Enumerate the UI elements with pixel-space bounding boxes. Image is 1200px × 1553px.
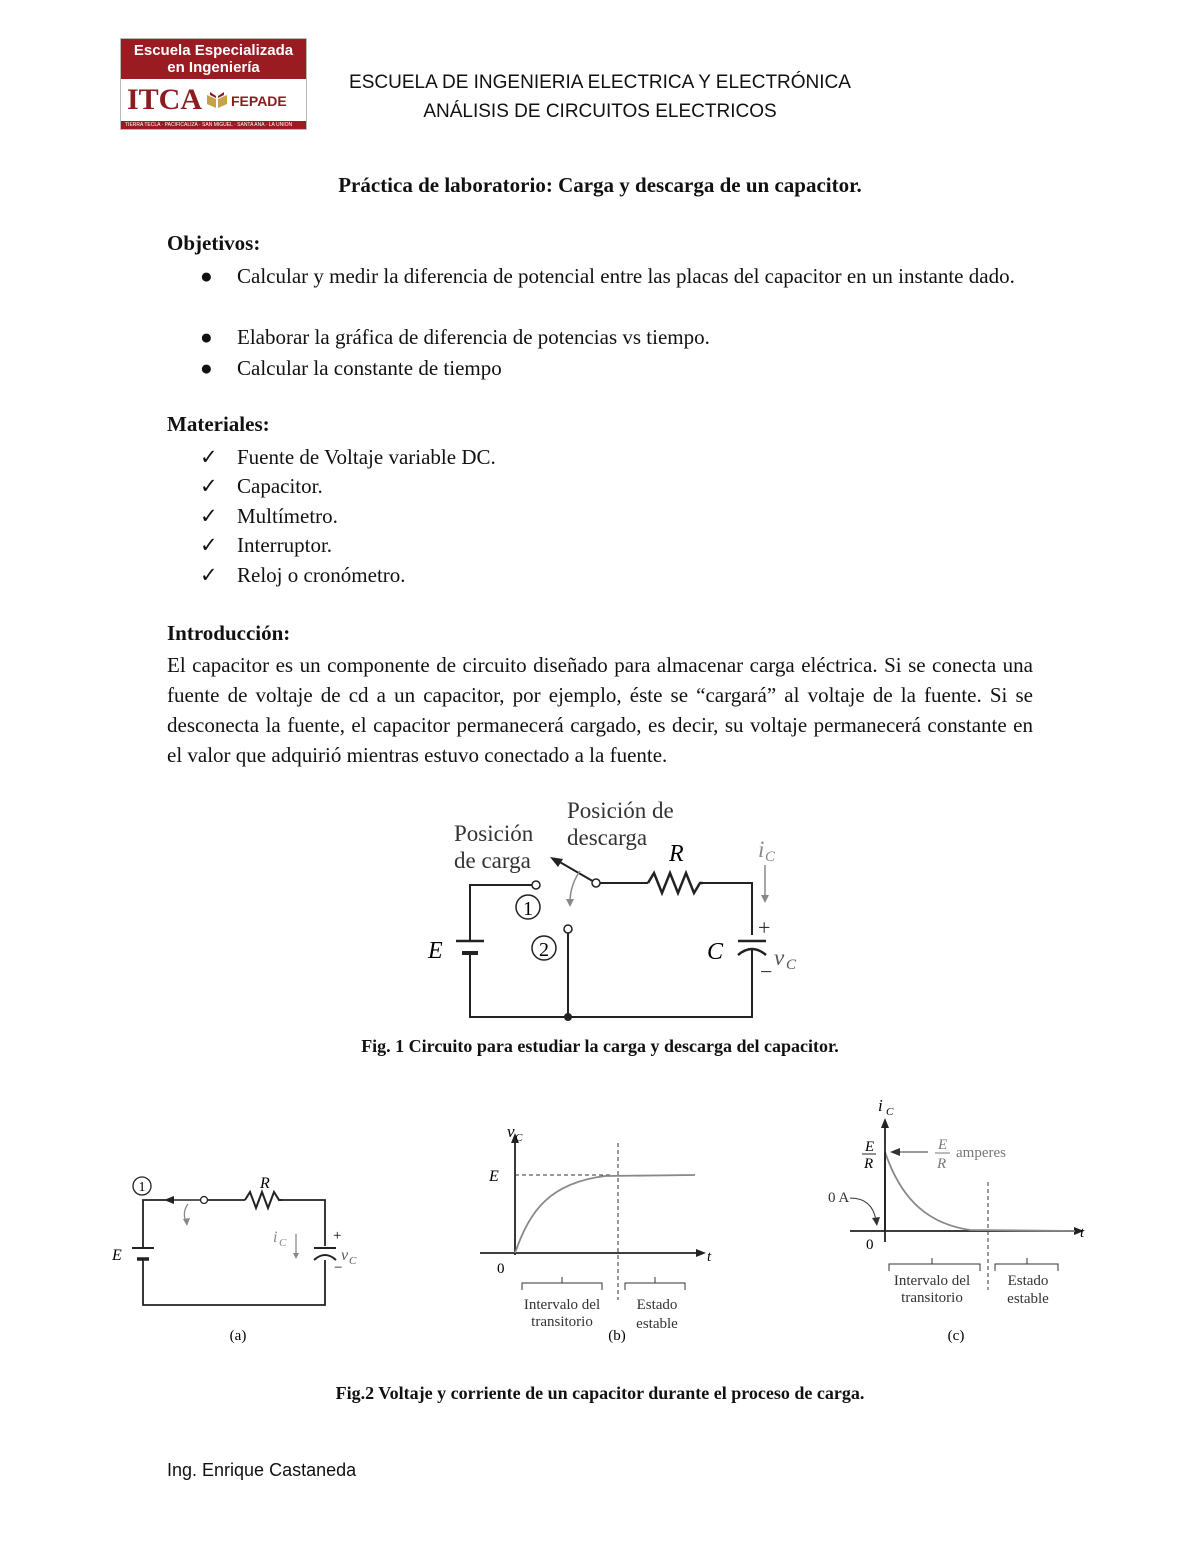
- objective-item: [200, 353, 1040, 383]
- fig2b-steady-2: estable: [636, 1316, 678, 1332]
- switch-pivot: [592, 879, 600, 887]
- fig1-circuit: [420, 795, 820, 1027]
- footer-author: Ing. Enrique Castaneda: [167, 1460, 357, 1480]
- plus-sign: +: [758, 915, 771, 940]
- minus-sign: −: [760, 959, 773, 984]
- material-item: [200, 471, 1040, 501]
- logo-line1: Escuela Especializada: [133, 42, 294, 59]
- material-text: Reloj o cronómetro.: [237, 563, 406, 587]
- current-label: i: [758, 837, 765, 862]
- fig2a-label: (a): [229, 1328, 247, 1344]
- discharge-label-2: descarga: [567, 825, 648, 850]
- fig2b-E-label: E: [489, 1168, 499, 1185]
- fig2c-E: E: [865, 1139, 875, 1155]
- voltage-sub: C: [786, 957, 797, 973]
- resistor-label: R: [669, 841, 684, 867]
- header-school: ESCUELA DE INGENIERIA ELECTRICA Y ELECTRÓNICA: [349, 72, 851, 93]
- fig2b-transient-2: transitorio: [531, 1314, 593, 1330]
- objective-item: [200, 322, 1040, 352]
- page-title: Práctica de laboratorio: Carga y descarga de un capacitor.: [338, 173, 862, 197]
- bullet-icon: ●: [200, 264, 213, 288]
- fig2c-current-chart: [820, 1092, 1100, 1352]
- fig2c-yaxis-sub: C: [886, 1106, 894, 1118]
- charge-label-1: Posición: [454, 821, 534, 846]
- fig2a-voltage-sub: C: [349, 1255, 357, 1267]
- fig2a-current-sub: C: [279, 1237, 287, 1249]
- voltage-curve: [515, 1175, 695, 1253]
- fig2c-transient-1: Intervalo del: [893, 1273, 971, 1289]
- objective-text: Calcular la constante de tiempo: [237, 356, 502, 380]
- bullet-icon: ●: [200, 325, 213, 349]
- capacitor-label: C: [707, 939, 724, 965]
- intro-paragraph: El capacitor es un componente de circuito diseñado para almacenar carga eléctrica. Si se conecta una fuente de voltaje de cd a un capacitor, por ejemplo, éste se “cargará” al voltaje de la fuente. Si se desconecta la fuente, el capacitor permanecerá cargado, es decir, su voltaje permanecerá constante en el valor que adquirió mientras estuvo conectado a la fuente.: [167, 653, 1033, 767]
- logo-line2: en Ingeniería: [167, 59, 260, 76]
- material-text: Capacitor.: [237, 474, 323, 498]
- checkmark-icon: ✓: [200, 474, 218, 498]
- fig2a-circuit: [100, 1160, 380, 1350]
- fig2c-t-label: t: [1080, 1225, 1085, 1241]
- checkmark-icon: ✓: [200, 533, 218, 557]
- fig2c-amperes: amperes: [956, 1145, 1006, 1161]
- bullet-icon: ●: [200, 356, 213, 380]
- charge-label-2: de carga: [454, 848, 531, 873]
- fig2b-t-label: t: [707, 1249, 712, 1265]
- material-text: Interruptor.: [237, 533, 333, 557]
- fig1-caption: Fig. 1 Circuito para estudiar la carga y descarga del capacitor.: [361, 1036, 839, 1056]
- fig2-caption: Fig.2 Voltaje y corriente de un capacitor durante el proceso de carga.: [335, 1383, 865, 1403]
- fig2a-resistor-label: R: [260, 1175, 270, 1192]
- discharge-label-1: Posición de: [567, 798, 674, 823]
- objective-item: [200, 261, 1040, 321]
- terminal-1: [532, 881, 540, 889]
- objective-text: Elaborar la gráfica de diferencia de potencias vs tiempo.: [237, 325, 710, 349]
- fig2c-E-gray: E: [938, 1137, 948, 1153]
- fig2c-zeroA: 0 A: [828, 1190, 850, 1206]
- material-item: [200, 501, 1040, 531]
- checkmark-icon: ✓: [200, 563, 218, 587]
- fig2a-source-label: E: [112, 1247, 122, 1264]
- fig2b-voltage-chart: [470, 1115, 730, 1350]
- junction-dot: [564, 1013, 572, 1021]
- fig2c-label: (c): [947, 1328, 965, 1344]
- current-sub: C: [765, 849, 776, 865]
- books-icon: [206, 91, 228, 109]
- logo-brand: ITCA: [127, 83, 203, 116]
- checkmark-icon: ✓: [200, 504, 218, 528]
- fig2b-yaxis-label: v: [507, 1122, 515, 1141]
- intro-heading: Introducción:: [167, 621, 291, 645]
- fig2c-R-gray: R: [937, 1156, 947, 1172]
- material-item: [200, 442, 1040, 472]
- fig2b-yaxis-sub: C: [515, 1132, 523, 1144]
- fig2a-position-1: 1: [138, 1180, 146, 1195]
- fig2a-voltage-label: v: [341, 1247, 349, 1264]
- logo-tagline: TIERRA TECLA · PACIFICALIZA · SAN MIGUEL · SANTA ANA · LA UNION: [125, 122, 293, 128]
- material-text: Multímetro.: [237, 504, 338, 528]
- source-label: E: [428, 938, 443, 964]
- position-1-label: 1: [523, 898, 533, 920]
- position-2-label: 2: [539, 939, 549, 961]
- fig2b-steady-1: Estado: [636, 1297, 678, 1313]
- material-text: Fuente de Voltaje variable DC.: [237, 445, 496, 469]
- fig2c-zero: 0: [866, 1237, 874, 1253]
- checkmark-icon: ✓: [200, 445, 218, 469]
- objective-text: Calcular y medir la diferencia de potencial entre las placas del capacitor en un instante dado.: [237, 264, 1015, 288]
- materials-heading: Materiales:: [167, 412, 270, 436]
- fig2a-current-label: i: [273, 1229, 278, 1246]
- fig2c-steady-1: Estado: [1007, 1273, 1049, 1289]
- fig2c-R: R: [864, 1156, 874, 1172]
- fig2b-transient-1: Intervalo del: [523, 1297, 601, 1313]
- current-curve: [885, 1152, 1075, 1231]
- fig2c-transient-2: transitorio: [901, 1290, 963, 1306]
- header-course: ANÁLISIS DE CIRCUITOS ELECTRICOS: [423, 101, 777, 122]
- objectives-heading: Objetivos:: [167, 231, 261, 255]
- material-item: [200, 560, 1040, 590]
- fig2c-steady-2: estable: [1007, 1291, 1049, 1307]
- voltage-label: v: [774, 945, 785, 970]
- fig2a-minus: −: [334, 1260, 343, 1276]
- logo-partner: FEPADE: [231, 93, 287, 109]
- terminal-2: [564, 925, 572, 933]
- fig2b-label: (b): [608, 1328, 626, 1344]
- fig2c-yaxis-label: i: [878, 1096, 883, 1115]
- material-item: [200, 530, 1040, 560]
- fig2b-zero: 0: [497, 1261, 505, 1277]
- fig2a-plus: +: [333, 1228, 342, 1244]
